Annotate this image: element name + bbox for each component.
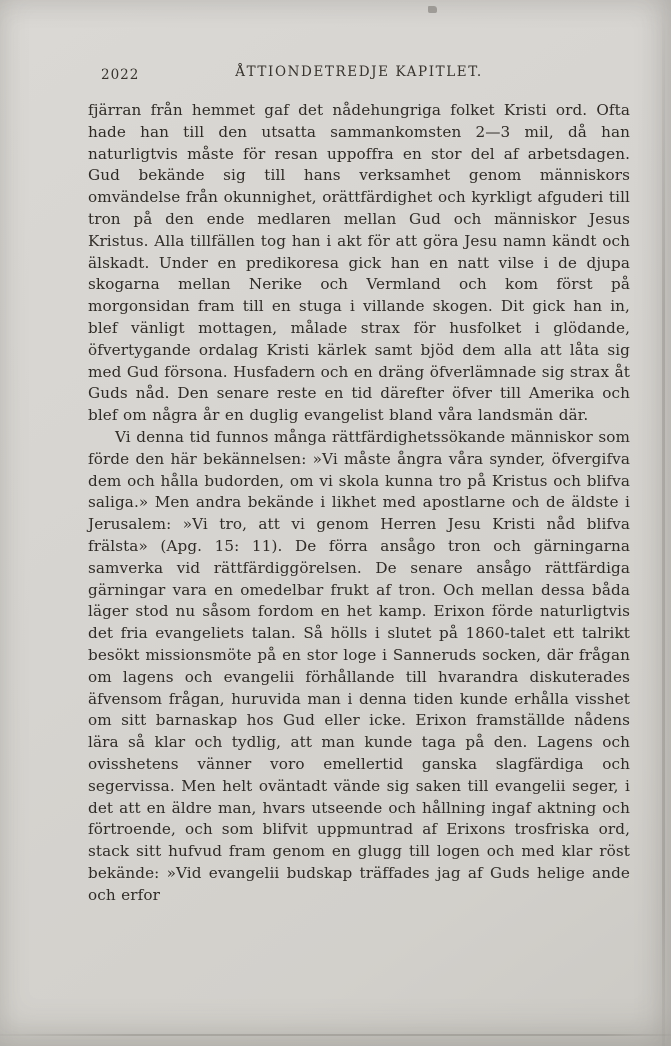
page-header [88, 64, 630, 84]
page-number: 2022 [101, 67, 140, 83]
body-paragraph: Vi denna tid funnos många rättfärdighetssökande människor som förde den här bekännelsen: »Vi måste ångra våra synder, öfvergifva dem och hålla budorden, om vi skola kunna tro på Kristus och blifva saliga.» Men andra bekände i likhet med apostlarne och de äldste i Jerusalem: »Vi tro, att vi genom Herren Jesu Kristi nåd blifva frälsta» (Apg. 15: 11). De förra ansågo tron och gärningarna samverka vid rättfärdiggörelsen. De senare ansågo rättfärdiga gärningar vara en omedelbar frukt af tron. Och mellan dessa båda läger stod nu såsom fordom en het kamp. Erixon förde naturligtvis det fria evangeliets talan. Så hölls i slutet på 1860-talet ett talrikt besökt missionsmöte på en stor loge i Sanneruds socken, där frågan om lagens och evangelii förhållande till hvarandra diskuterades äfvensom frågan, huruvida man i denna tiden kunde erhålla visshet om sitt barnaskap hos Gud eller icke. Erixon framställde nådens lära så klar och tydlig, att man kunde taga på den. Lagens och ovisshetens vänner voro emellertid ganska slagfärdiga och segervissa. Men helt oväntadt vände sig saken till evangelii seger, i det att en äldre man, hvars utseende och hållning ingaf aktning och förtroende, och som blifvit uppmuntrad af Erixons trosfriska ord, stack sitt hufvud fram genom en glugg till logen och med klar röst bekände: »Vid evangelii budskap träffades jag af Guds helige ande och erfor [88, 427, 630, 904]
body-paragraph: fjärran från hemmet gaf det nådehungriga folket Kristi ord. Ofta hade han till den utsatta sammankomsten 2—3 mil, då han naturligtvis måste för resan uppoffra en stor del af arbetsdagen. Gud bekände sig till hans verksamhet genom människors omvändelse från okunnighet, orättfärdighet och kyrkligt afguderi till tron på den ende medlaren mellan Gud och människor Jesus Kristus. Alla tillfällen tog han i akt för att göra Jesu namn kändt och älskadt. Under en predikoresa gick han en natt vilse i de djupa skogarna mellan Nerike och Vermland och kom först på morgonsidan fram till en stuga i villande skogen. Dit gick han in, blef vänligt mottagen, målade strax för husfolket i glödande, öfvertygande ordalag Kristi kärlek samt bjöd dem alla att låta sig med Gud försona. Husfadern och en dräng öfverlämnade sig strax åt Guds nåd. Den senare reste en tid därefter öfver till Amerika och blef om några år en duglig evangelist bland våra landsmän där. [88, 101, 630, 425]
chapter-title: ÅTTIONDETREDJE KAPITLET. [235, 64, 483, 80]
page-edge-shadow-bottom [0, 1034, 671, 1036]
page-body [88, 100, 630, 906]
